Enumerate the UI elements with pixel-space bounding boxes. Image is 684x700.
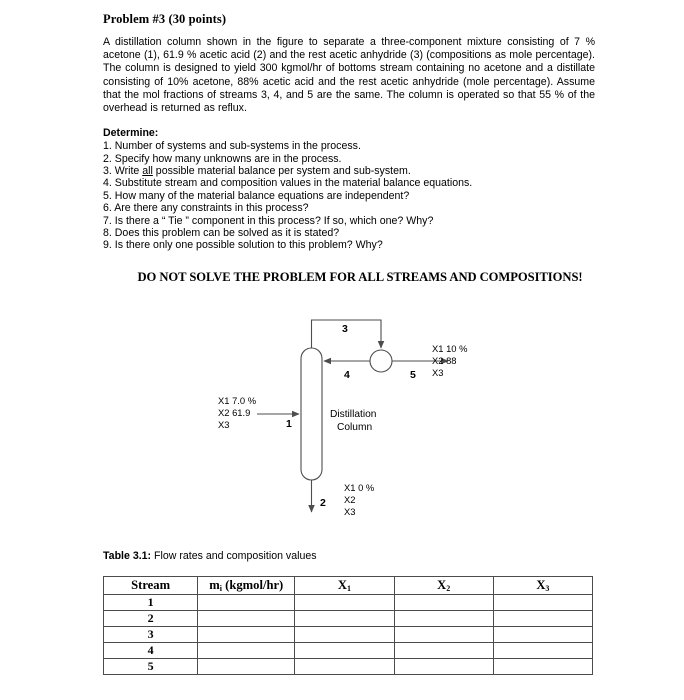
problem-statement-paragraph: A distillation column shown in the figure to separate a three-component mixture consisting of 7 % acetone (1), 61.9 % acetic acid (2) and the rest acetic anhydride (3) (compositions as mole percentage). The column is designed to yield 300 kgmol/hr of bottoms stream containing no acetone and a distillate consisting of 10% acetone, 88% acetic acid and the rest acetic anhydride (mole percentage). Assume that the mol fractions of streams 3, 4, and 5 are the same. The column is operated so that 55 % of the overhead is returned as reflux. xyxy=(103,36,595,115)
x2-symbol: X xyxy=(437,578,447,592)
flow-rates-table xyxy=(103,576,593,675)
x1-subscript: 1 xyxy=(347,584,352,593)
feed-composition-x2: X2 61.9 xyxy=(218,407,251,418)
cell-x1[interactable] xyxy=(295,611,394,627)
unit-label-line1: Distillation xyxy=(330,409,377,420)
cell-x3[interactable] xyxy=(493,659,592,675)
cell-x3[interactable] xyxy=(493,595,592,611)
table-row xyxy=(104,595,593,611)
cell-x2[interactable] xyxy=(394,627,493,643)
column-header-flow xyxy=(198,577,295,595)
x1-symbol: X xyxy=(337,578,348,592)
stream-number-5: 5 xyxy=(410,369,416,381)
table-row xyxy=(104,643,593,659)
cell-x2[interactable] xyxy=(394,659,493,675)
stream-number-2: 2 xyxy=(320,497,326,509)
unit-label-line2: Column xyxy=(337,422,373,433)
determine-item-4: 4. Substitute stream and composition values in the material balance equations. xyxy=(103,177,473,190)
determine-item-3-before: 3. Write xyxy=(103,165,143,178)
cell-x2[interactable] xyxy=(394,643,493,659)
bottoms-composition-x3: X3 xyxy=(344,506,356,517)
determine-heading: Determine: xyxy=(103,127,159,140)
warning-notice: DO NOT SOLVE THE PROBLEM FOR ALL STREAMS AND COMPOSITIONS! xyxy=(137,269,583,284)
table-caption-label: Table 3.1: xyxy=(103,550,152,562)
determine-item-3 xyxy=(103,165,595,177)
flow-units: (kgmol/hr) xyxy=(222,578,284,592)
table-row xyxy=(104,627,593,643)
determine-item-6: 6. Are there any constraints in this process? xyxy=(103,202,309,215)
table-caption-text: Flow rates and composition values xyxy=(151,550,317,562)
stream-number-3: 3 xyxy=(342,323,348,335)
determine-item-9: 9. Is there only one possible solution to this problem? Why? xyxy=(103,239,383,252)
cell-x3[interactable] xyxy=(493,643,592,659)
distillation-column-body xyxy=(301,348,322,480)
distillate-composition-x1: X1 10 % xyxy=(432,343,468,354)
distillate-composition-x3: X3 xyxy=(432,367,444,378)
cell-x1[interactable] xyxy=(295,659,394,675)
cell-x2[interactable] xyxy=(394,595,493,611)
cell-stream: 3 xyxy=(104,627,198,643)
cell-flow[interactable] xyxy=(198,595,295,611)
cell-x1[interactable] xyxy=(295,643,394,659)
x3-symbol: X xyxy=(536,578,546,592)
bottoms-composition-x1: X1 0 % xyxy=(344,482,375,493)
table-row xyxy=(104,611,593,627)
distillate-composition-x2: X2 88 xyxy=(432,355,457,366)
column-header-x1 xyxy=(295,577,394,595)
problem-text-block xyxy=(103,12,595,285)
table-header-row xyxy=(104,577,593,595)
table-caption xyxy=(103,550,317,562)
determine-item-3-emphasis: all xyxy=(142,165,153,178)
cell-flow[interactable] xyxy=(198,643,295,659)
flow-symbol: m xyxy=(209,578,220,592)
cell-stream: 5 xyxy=(104,659,198,675)
bottoms-composition-x2: X2 xyxy=(344,494,356,505)
column-header-x3 xyxy=(493,577,592,595)
determine-item-3-after: possible material balance per system and sub-system. xyxy=(152,165,411,178)
determine-list xyxy=(103,140,595,252)
x2-subscript: 2 xyxy=(446,584,451,593)
cell-flow[interactable] xyxy=(198,627,295,643)
column-header-x2 xyxy=(394,577,493,595)
cell-x3[interactable] xyxy=(493,627,592,643)
cell-x2[interactable] xyxy=(394,611,493,627)
splitter-circle-icon xyxy=(370,350,392,372)
table-row xyxy=(104,659,593,675)
determine-item-5: 5. How many of the material balance equations are independent? xyxy=(103,189,410,202)
determine-item-1: 1. Number of systems and sub-systems in the process. xyxy=(103,140,361,153)
cell-x3[interactable] xyxy=(493,611,592,627)
cell-x1[interactable] xyxy=(295,595,394,611)
cell-stream: 2 xyxy=(104,611,198,627)
determine-item-2: 2. Specify how many unknowns are in the process. xyxy=(103,152,342,165)
x3-subscript: 3 xyxy=(545,584,550,593)
flow-subscript: i xyxy=(219,584,223,593)
cell-flow[interactable] xyxy=(198,659,295,675)
column-header-stream: Stream xyxy=(104,577,198,595)
determine-item-8: 8. Does this problem can be solved as it is stated? xyxy=(103,227,340,240)
cell-flow[interactable] xyxy=(198,611,295,627)
stream-number-4: 4 xyxy=(344,369,350,381)
cell-x1[interactable] xyxy=(295,627,394,643)
feed-composition-x3: X3 xyxy=(218,419,230,430)
stream-number-1: 1 xyxy=(286,418,292,430)
feed-composition-x1: X1 7.0 % xyxy=(218,395,257,406)
cell-stream: 1 xyxy=(104,595,198,611)
process-flow-diagram xyxy=(200,310,520,535)
determine-item-7: 7. Is there a “ Tie ” component in this process? If so, which one? Why? xyxy=(103,214,434,227)
page-title: Problem #3 (30 points) xyxy=(103,12,227,26)
cell-stream: 4 xyxy=(104,643,198,659)
